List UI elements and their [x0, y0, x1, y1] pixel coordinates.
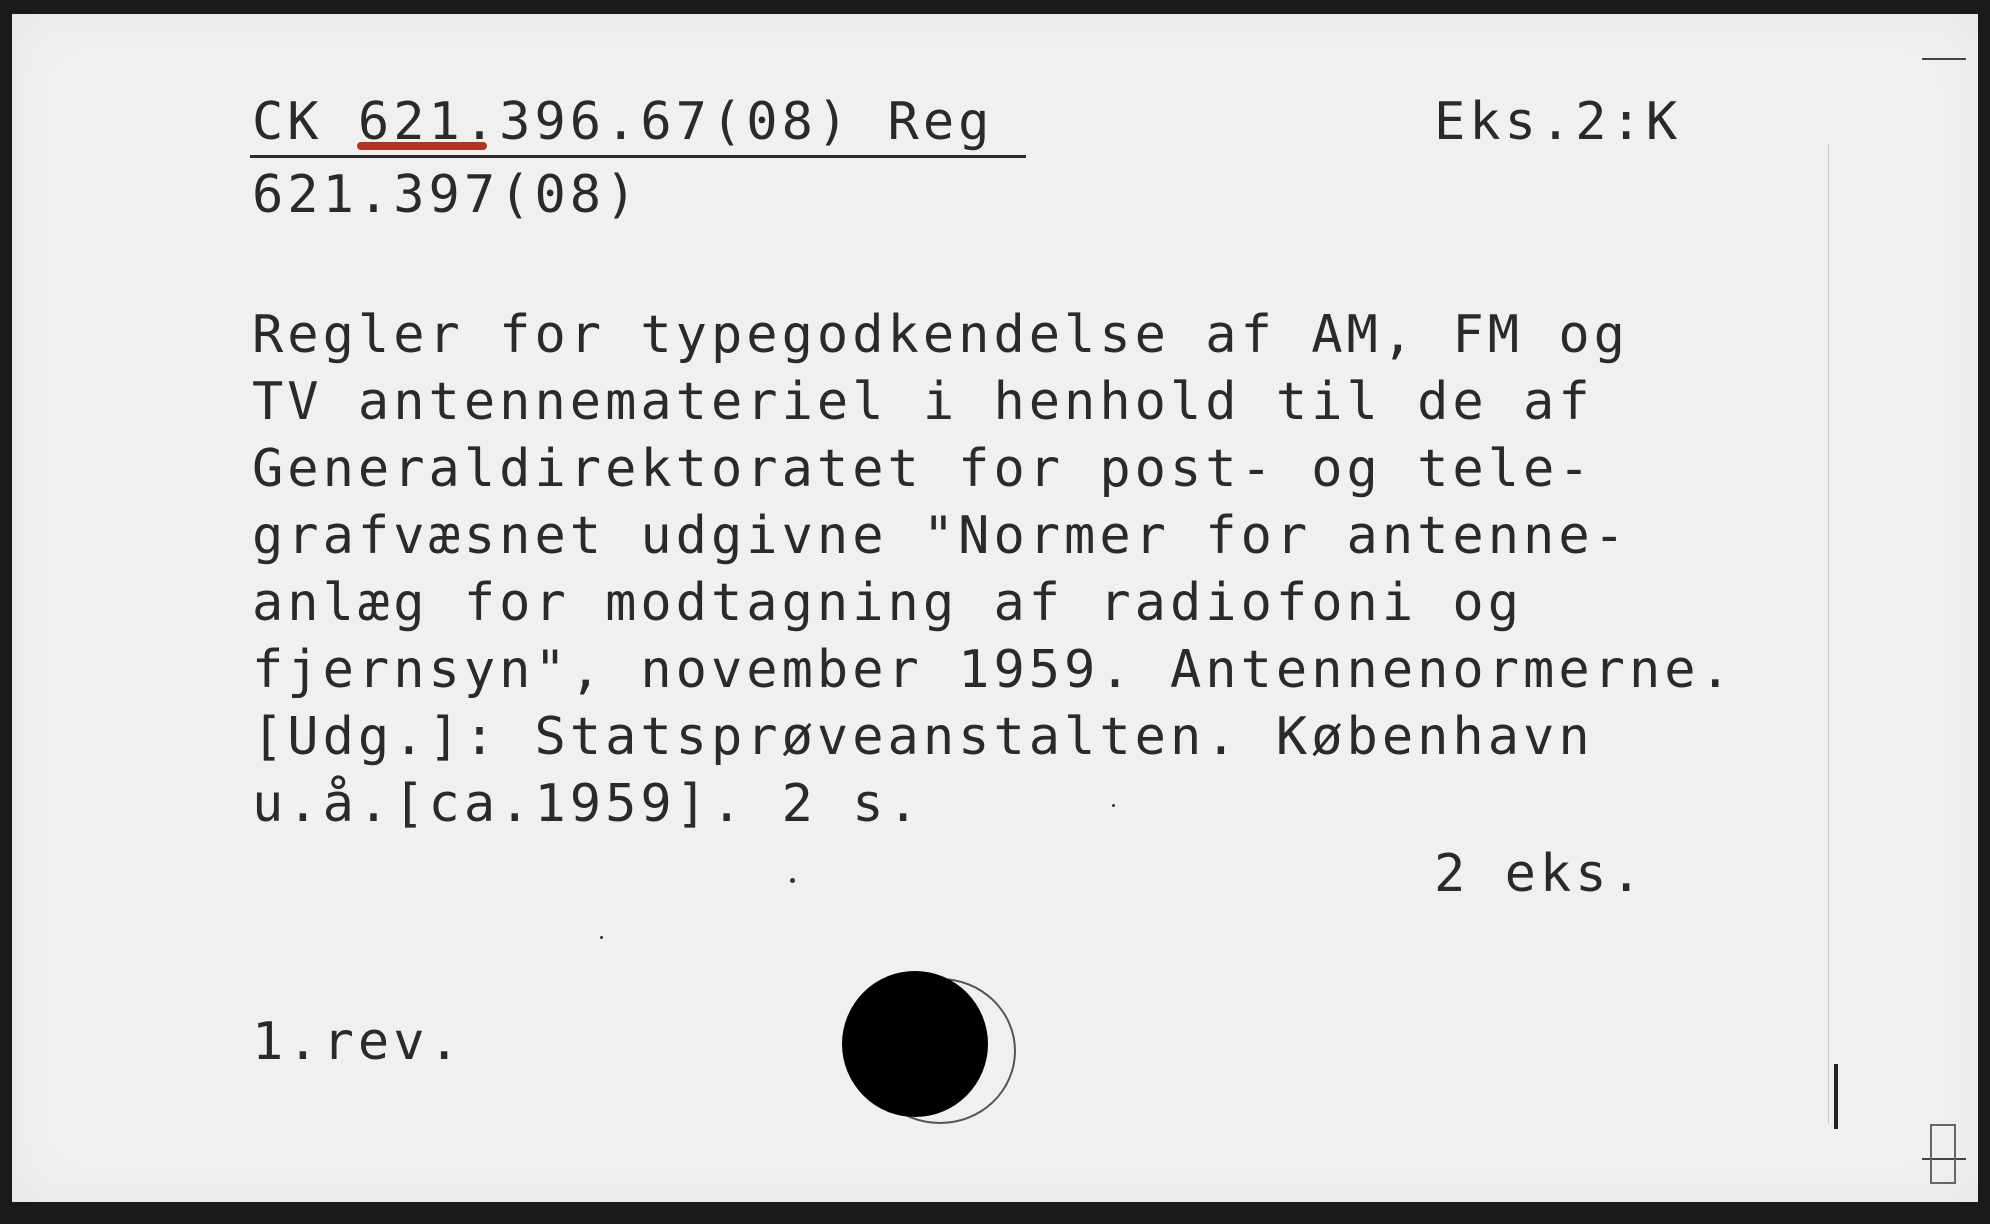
call-number-secondary: 621.397(08) — [252, 165, 641, 225]
description-line: [Udg.]: Statsprøveanstalten. København — [252, 707, 1594, 767]
description-line: Regler for typegodkendelse af AM, FM og — [252, 305, 1629, 365]
fold-line — [1828, 144, 1829, 1124]
ink-speck — [1112, 804, 1115, 807]
description-line: TV antennemateriel i henhold til de af — [252, 372, 1594, 432]
description-line: u.å.[ca.1959]. 2 s. — [252, 774, 923, 834]
description-line: Generaldirektoratet for post- og tele- — [252, 439, 1594, 499]
punch-hole — [842, 971, 988, 1117]
ink-speck — [790, 878, 795, 883]
ink-speck — [600, 936, 603, 939]
catalog-card — [12, 14, 1978, 1202]
edge-mark — [1834, 1064, 1838, 1129]
description-line: grafvæsnet udgivne "Normer for antenne- — [252, 506, 1629, 566]
description-line: anlæg for modtagning af radiofoni og — [252, 573, 1524, 633]
edge-tick-top — [1922, 58, 1966, 60]
edge-bracket — [1930, 1124, 1956, 1184]
revision-note: 1.rev. — [252, 1012, 464, 1072]
call-number-primary: CK 621.396.67(08) Reg — [252, 92, 994, 152]
description-line: fjernsyn", november 1959. Antennenormerne. — [252, 640, 1735, 700]
copies-count: 2 eks. — [1434, 844, 1646, 904]
copy-code: Eks.2:K — [1434, 92, 1682, 152]
call-number-underline — [250, 155, 1026, 158]
